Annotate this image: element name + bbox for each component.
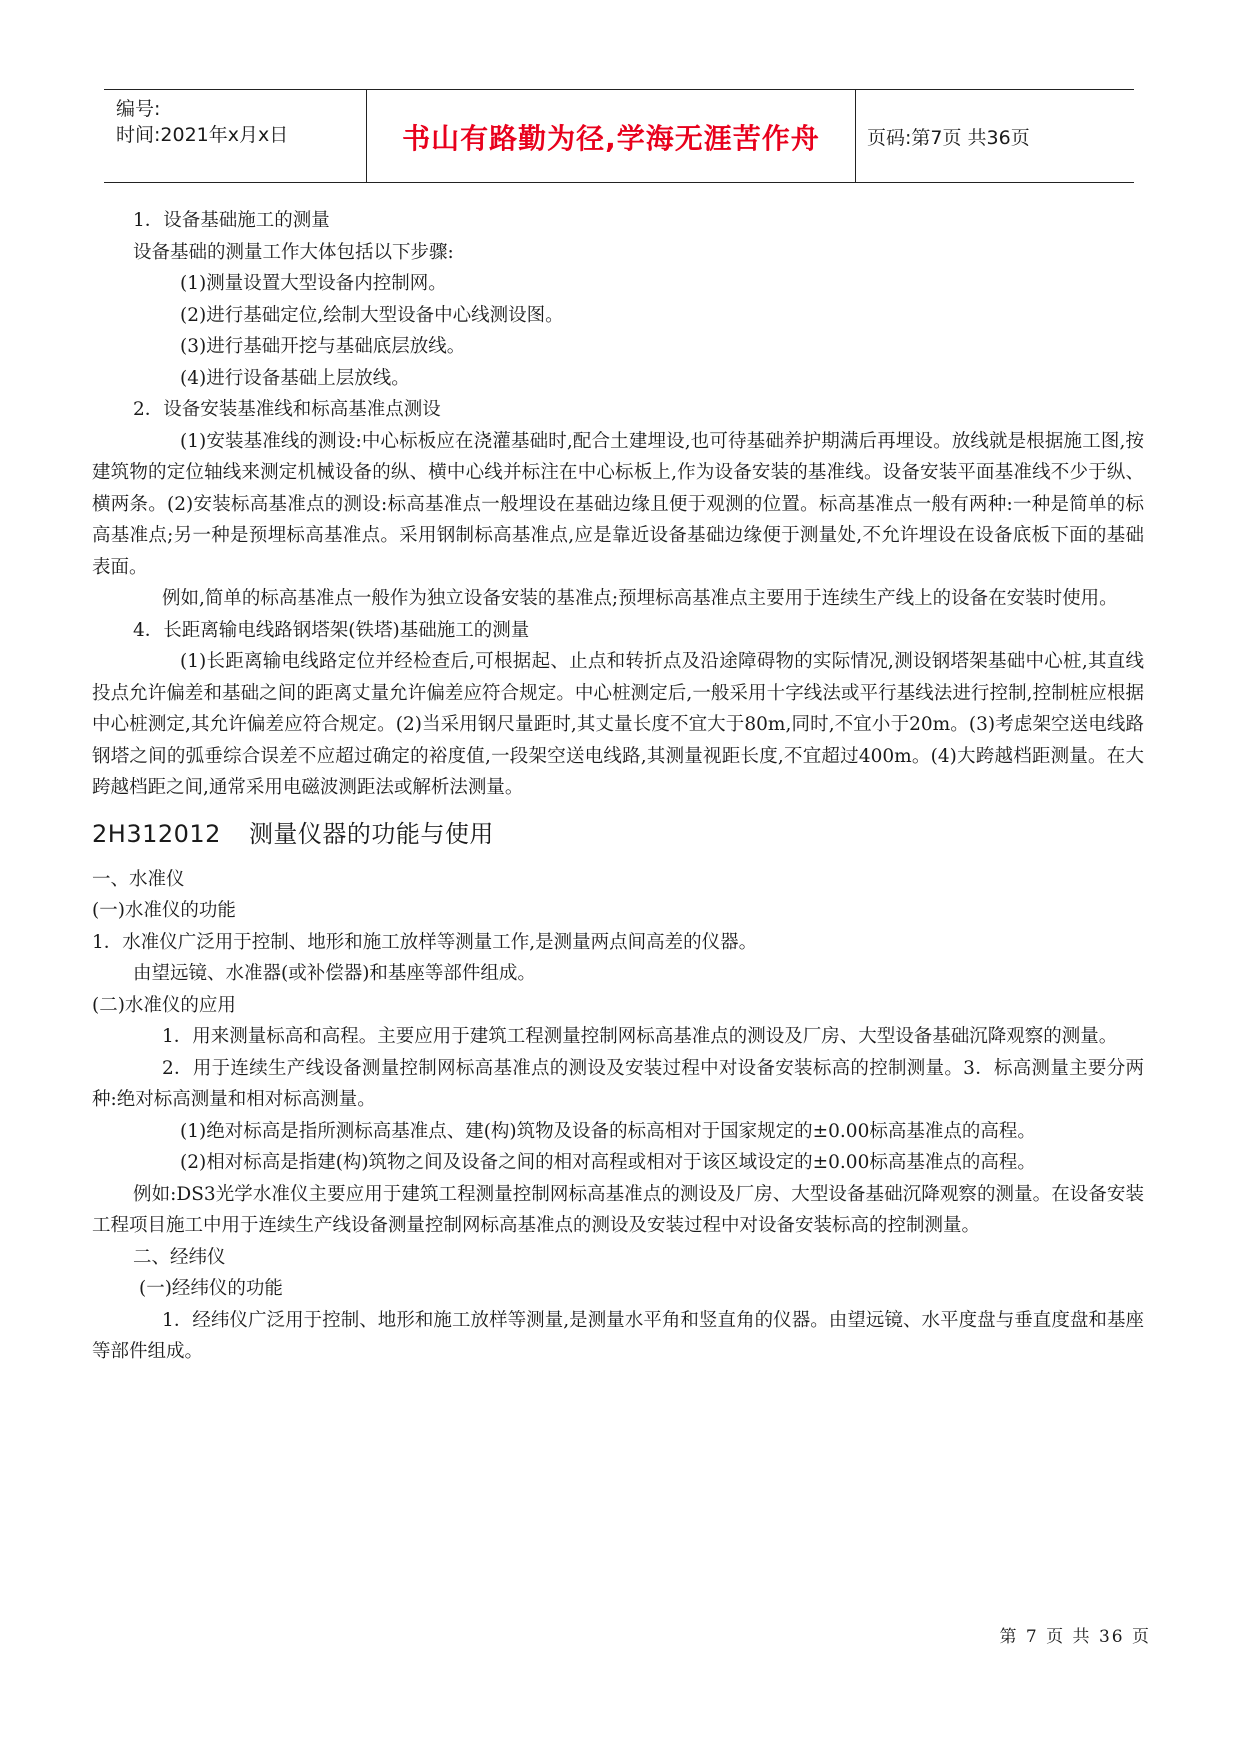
section-heading	[92, 816, 1144, 852]
header-page-cell	[855, 90, 1134, 182]
section-title: 测量仪器的功能与使用	[248, 819, 494, 848]
subsection-heading: (二)水准仪的应用	[92, 994, 236, 1016]
list-item: (2)进行基础定位,绘制大型设备中心线测设图。	[180, 304, 564, 326]
subsection-heading: 二、经纬仪	[133, 1246, 226, 1268]
paragraph: (1)长距离输电线路定位并经检查后,可根据起、止点和转折点及沿途障碍物的实际情况,测设钢塔架基础中心桩,其直线投点允许偏差和基础之间的距离丈量允许偏差应符合规定。中心桩测定后,一般采用十字线法或平行基线法进行控制,控制桩应根据中心桩测定,其允许偏差应符合规定。(2)当采用钢尺量距时,其丈量长度不宜大于80m,同时,不宜小于20m。(3)考虑架空送电线路钢塔之间的弧垂综合误差不应超过确定的裕度值,一段架空送电线路,其测量视距长度,不宜超过400m。(4)大跨越档距测量。在大跨越档距之间,通常采用电磁波测距法或解析法测量。	[92, 651, 1144, 798]
page-label: 页码:第7页 共36页	[867, 127, 1030, 149]
paragraph: 1．用来测量标高和高程。主要应用于建筑工程测量控制网标高基准点的测设及厂房、大型设备基础沉降观察的测量。	[162, 1026, 1118, 1047]
time-label: 时间:2021年x月x日	[116, 124, 289, 146]
subsection-heading: (一)经纬仪的功能	[139, 1278, 283, 1299]
item-heading: 2．设备安装基准线和标高基准点测设	[133, 399, 441, 420]
document-body	[92, 205, 1144, 1368]
paragraph: 1．水准仪广泛用于控制、地形和施工放样等测量工作,是测量两点间高差的仪器。	[92, 931, 758, 953]
number-label: 编号:	[116, 98, 161, 120]
paragraph: 1．经纬仪广泛用于控制、地形和施工放样等测量,是测量水平角和竖直角的仪器。由望远镜、水平度盘与垂直度盘和基座等部件组成。	[92, 1309, 1144, 1362]
page-header	[104, 89, 1134, 183]
paragraph: (1)绝对标高是指所测标高基准点、建(构)筑物及设备的标高相对于国家规定的±0.00标高基准点的高程。	[180, 1120, 1036, 1142]
item-heading: 4．长距离输电线路钢塔架(铁塔)基础施工的测量	[133, 619, 530, 641]
subsection-heading: 一、水准仪	[92, 868, 185, 890]
paragraph: 例如,简单的标高基准点一般作为独立设备安装的基准点;预埋标高基准点主要用于连续生产线上的设备在安装时使用。	[162, 588, 1118, 609]
paragraph: 例如:DS3光学水准仪主要应用于建筑工程测量控制网标高基准点的测设及厂房、大型设备基础沉降观察的测量。在设备安装工程项目施工中用于连续生产线设备测量控制网标高基准点的测设及安装过程中对设备安装标高的控制测量。	[92, 1183, 1144, 1236]
item-heading: 1．设备基础施工的测量	[133, 210, 330, 231]
section-code: 2H312012	[92, 819, 221, 848]
paragraph: 由望远镜、水准器(或补偿器)和基座等部件组成。	[133, 963, 536, 984]
motto: 书山有路勤为径,学海无涯苦作舟	[402, 122, 820, 155]
header-motto-cell	[366, 90, 856, 182]
paragraph: (2)相对标高是指建(构)筑物之间及设备之间的相对高程或相对于该区域设定的±0.00标高基准点的高程。	[180, 1152, 1036, 1173]
paragraph: 设备基础的测量工作大体包括以下步骤:	[133, 241, 454, 263]
paragraph: (1)安装基准线的测设:中心标板应在浇灌基础时,配合土建埋设,也可待基础养护期满后再埋设。放线就是根据施工图,按建筑物的定位轴线来测定机械设备的纵、横中心线并标注在中心标板上,作为设备安装的基准线。设备安装平面基准线不少于纵、横两条。(2)安装标高基准点的测设:标高基准点一般埋设在基础边缘且便于观测的位置。标高基准点一般有两种:一种是简单的标高基准点;另一种是预埋标高基准点。采用钢制标高基准点,应是靠近设备基础边缘便于测量处,不允许埋设在设备底板下面的基础表面。	[92, 430, 1144, 578]
list-item: (1)测量设置大型设备内控制网。	[180, 273, 447, 294]
list-item: (3)进行基础开挖与基础底层放线。	[180, 336, 466, 357]
subsection-heading: (一)水准仪的功能	[92, 900, 236, 921]
page-footer: 第 7 页 共 36 页	[999, 1627, 1151, 1647]
list-item: (4)进行设备基础上层放线。	[180, 367, 410, 389]
paragraph: 2．用于连续生产线设备测量控制网标高基准点的测设及安装过程中对设备安装标高的控制测量。3．标高测量主要分两种:绝对标高测量和相对标高测量。	[92, 1057, 1144, 1110]
header-meta-cell	[104, 90, 366, 182]
